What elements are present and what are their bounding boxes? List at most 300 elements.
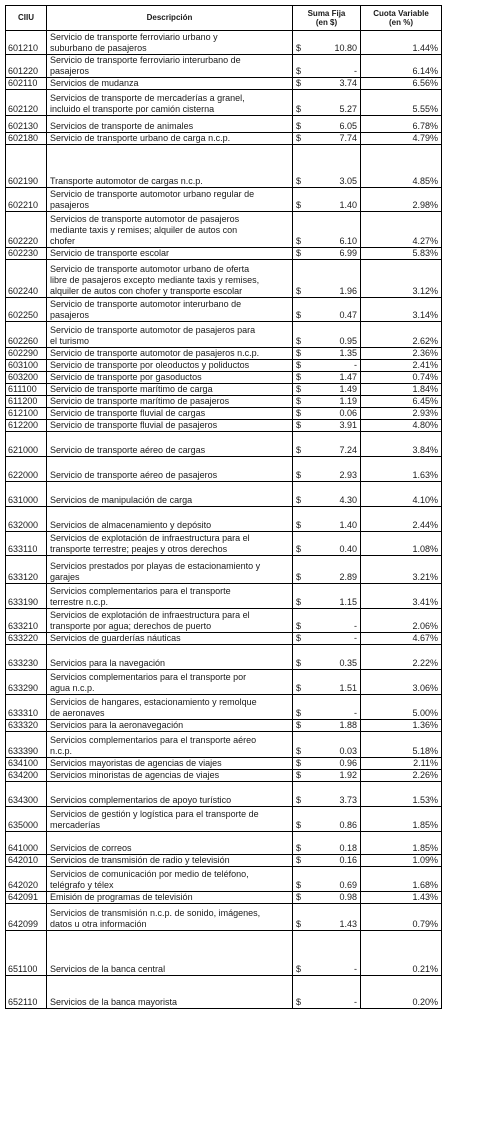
ciiu-code: 602290: [6, 348, 47, 360]
suma-fija-value: 3.73: [339, 795, 357, 805]
table-row: [6, 855, 442, 867]
currency-symbol: $: [296, 495, 302, 505]
currency-symbol: $: [296, 880, 302, 890]
suma-fija-value: -: [354, 360, 357, 370]
suma-fija-value: 0.18: [339, 843, 357, 853]
ciiu-code: 633110: [6, 532, 47, 556]
suma-fija: [293, 360, 361, 372]
ciiu-code: 631000: [6, 482, 47, 507]
description-line: Servicios de manipulación de carga: [50, 495, 193, 505]
table-row: [6, 758, 442, 770]
table-row: [6, 260, 442, 298]
ciiu-code: 602250: [6, 298, 47, 322]
cuota-variable-value: 2.93%: [361, 408, 442, 420]
description: [47, 584, 293, 609]
suma-fija-value: 7.24: [339, 445, 357, 455]
cuota-variable-value: 2.62%: [361, 322, 442, 348]
suma-fija: [293, 532, 361, 556]
currency-symbol: $: [296, 121, 302, 131]
description: [47, 348, 293, 360]
suma-fija: [293, 133, 361, 145]
cuota-variable-value: 1.85%: [361, 832, 442, 855]
suma-fija-value: 1.96: [339, 286, 357, 296]
suma-fija-value: 6.05: [339, 121, 357, 131]
header-suma-fija: Suma Fija (en $): [293, 6, 361, 31]
description-line: Servicio de transporte automotor interurbano de: [50, 299, 242, 309]
description: [47, 867, 293, 892]
description: [47, 188, 293, 212]
suma-fija: [293, 384, 361, 396]
ciiu-code: 633320: [6, 720, 47, 732]
description-line: chofer: [50, 236, 76, 246]
ciiu-code: 612200: [6, 420, 47, 432]
description-line: alquiler de autos con chofer y transporte escolar: [50, 286, 243, 296]
table-row: [6, 670, 442, 695]
description-line: Servicios para la aeronavegación: [50, 720, 184, 730]
currency-symbol: $: [296, 200, 302, 210]
currency-symbol: $: [296, 820, 302, 830]
currency-symbol: $: [296, 236, 302, 246]
currency-symbol: $: [296, 396, 302, 406]
ciiu-code: 612100: [6, 408, 47, 420]
suma-fija: [293, 322, 361, 348]
description-line: mediante taxis y remises; alquiler de autos con: [50, 225, 238, 235]
cuota-variable-value: 6.14%: [361, 55, 442, 78]
header-row: [6, 6, 442, 31]
header-cuota-variable: Cuota Variable (en %): [361, 6, 442, 31]
description: [47, 720, 293, 732]
cuota-variable-value: 1.84%: [361, 384, 442, 396]
suma-fija-value: -: [354, 66, 357, 76]
description: [47, 758, 293, 770]
cuota-variable-value: 3.21%: [361, 556, 442, 584]
description: [47, 695, 293, 720]
currency-symbol: $: [296, 43, 302, 53]
currency-symbol: $: [296, 445, 302, 455]
currency-symbol: $: [296, 520, 302, 530]
cuota-variable-value: 3.14%: [361, 298, 442, 322]
description: [47, 807, 293, 832]
table-row: [6, 904, 442, 931]
ciiu-code: 602240: [6, 260, 47, 298]
cuota-variable-value: 1.43%: [361, 892, 442, 904]
table-row: [6, 360, 442, 372]
suma-fija: [293, 396, 361, 408]
description-line: Servicio de transporte por gasoductos: [50, 372, 202, 382]
tariff-table-container: [5, 5, 441, 1009]
cuota-variable-value: 5.00%: [361, 695, 442, 720]
description: [47, 90, 293, 116]
description: [47, 633, 293, 645]
ciiu-code: 641000: [6, 832, 47, 855]
table-row: [6, 432, 442, 457]
description-line: de aeronaves: [50, 708, 105, 718]
table-row: [6, 782, 442, 807]
description-line: Servicios de guarderías náuticas: [50, 633, 181, 643]
suma-fija-value: 0.16: [339, 855, 357, 865]
suma-fija: [293, 855, 361, 867]
description-line: Servicios de explotación de infraestructura para el: [50, 533, 250, 543]
description-line: Servicios complementarios para el transporte aéreo: [50, 735, 257, 745]
table-row: [6, 420, 442, 432]
currency-symbol: $: [296, 78, 302, 88]
suma-fija: [293, 976, 361, 1009]
cuota-variable-value: 4.27%: [361, 212, 442, 248]
suma-fija: [293, 807, 361, 832]
description: [47, 976, 293, 1009]
description-line: Servicios mayoristas de agencias de viajes: [50, 758, 222, 768]
ciiu-code: 634200: [6, 770, 47, 782]
table-row: [6, 408, 442, 420]
description-line: pasajeros: [50, 310, 90, 320]
description-line: Servicio de transporte urbano de carga n.c.p.: [50, 133, 231, 143]
ciiu-code: 633210: [6, 609, 47, 633]
cuota-variable-value: 4.79%: [361, 133, 442, 145]
description-line: Servicios de la banca central: [50, 964, 166, 974]
suma-fija-value: -: [354, 633, 357, 643]
currency-symbol: $: [296, 286, 302, 296]
currency-symbol: $: [296, 597, 302, 607]
currency-symbol: $: [296, 420, 302, 430]
cuota-variable-value: 1.53%: [361, 782, 442, 807]
description-line: Servicios para la navegación: [50, 658, 166, 668]
ciiu-code: 602180: [6, 133, 47, 145]
description-line: Servicio de transporte automotor de pasajeros para: [50, 325, 256, 335]
table-row: [6, 133, 442, 145]
cuota-variable-value: 2.41%: [361, 360, 442, 372]
description: [47, 732, 293, 758]
description-line: Servicios de transporte de mercaderías a granel,: [50, 93, 245, 103]
suma-fija-value: 0.47: [339, 310, 357, 320]
description: [47, 212, 293, 248]
table-row: [6, 248, 442, 260]
table-row: [6, 556, 442, 584]
suma-fija-value: 0.95: [339, 336, 357, 346]
currency-symbol: $: [296, 919, 302, 929]
table-row: [6, 78, 442, 90]
description-line: Servicio de transporte aéreo de cargas: [50, 445, 206, 455]
table-row: [6, 188, 442, 212]
tariff-table: [5, 5, 442, 1009]
cuota-variable-value: 1.63%: [361, 457, 442, 482]
cuota-variable-value: 5.18%: [361, 732, 442, 758]
description-line: Servicios de mudanza: [50, 78, 139, 88]
cuota-variable-value: 2.44%: [361, 507, 442, 532]
suma-fija-value: 1.88: [339, 720, 357, 730]
table-row: [6, 867, 442, 892]
cuota-variable-value: 4.67%: [361, 633, 442, 645]
suma-fija: [293, 633, 361, 645]
description: [47, 507, 293, 532]
table-row: [6, 298, 442, 322]
description: [47, 670, 293, 695]
ciiu-code: 601220: [6, 55, 47, 78]
table-row: [6, 770, 442, 782]
table-row: [6, 832, 442, 855]
description: [47, 133, 293, 145]
cuota-variable-value: 2.11%: [361, 758, 442, 770]
description: [47, 432, 293, 457]
currency-symbol: $: [296, 544, 302, 554]
description-line: Servicios de transmisión n.c.p. de sonido, imágenes,: [50, 908, 261, 918]
description-line: Servicio de transporte fluvial de cargas: [50, 408, 206, 418]
table-row: [6, 212, 442, 248]
currency-symbol: $: [296, 855, 302, 865]
suma-fija: [293, 31, 361, 55]
table-row: [6, 507, 442, 532]
suma-fija-value: 1.51: [339, 683, 357, 693]
description-line: Servicio de transporte fluvial de pasajeros: [50, 420, 218, 430]
ciiu-code: 634300: [6, 782, 47, 807]
cuota-variable-value: 3.84%: [361, 432, 442, 457]
ciiu-code: 602230: [6, 248, 47, 260]
header-ciiu: CIIU: [6, 6, 47, 31]
description-line: Servicios complementarios de apoyo turístico: [50, 795, 232, 805]
ciiu-code: 622000: [6, 457, 47, 482]
suma-fija-value: 1.40: [339, 520, 357, 530]
suma-fija: [293, 507, 361, 532]
suma-fija: [293, 832, 361, 855]
description-line: Servicios complementarios para el transporte: [50, 586, 231, 596]
ciiu-code: 642091: [6, 892, 47, 904]
currency-symbol: $: [296, 683, 302, 693]
description-line: Servicio de transporte automotor urbano de oferta: [50, 264, 250, 274]
cuota-variable-value: 2.22%: [361, 645, 442, 670]
ciiu-code: 601210: [6, 31, 47, 55]
description: [47, 904, 293, 931]
description: [47, 248, 293, 260]
currency-symbol: $: [296, 964, 302, 974]
suma-fija: [293, 931, 361, 976]
currency-symbol: $: [296, 360, 302, 370]
ciiu-code: 635000: [6, 807, 47, 832]
cuota-variable-value: 1.36%: [361, 720, 442, 732]
currency-symbol: $: [296, 758, 302, 768]
cuota-variable-value: 6.56%: [361, 78, 442, 90]
suma-fija: [293, 55, 361, 78]
suma-fija: [293, 758, 361, 770]
description: [47, 457, 293, 482]
currency-symbol: $: [296, 720, 302, 730]
description-line: Servicio de transporte automotor urbano regular de: [50, 189, 255, 199]
suma-fija: [293, 782, 361, 807]
description-line: incluido el transporte por camión cisterna: [50, 104, 215, 114]
cuota-variable-value: 5.83%: [361, 248, 442, 260]
description-line: Servicios complementarios para el transporte por: [50, 672, 247, 682]
suma-fija-value: 5.27: [339, 104, 357, 114]
description-line: telégrafo y télex: [50, 880, 114, 890]
cuota-variable-value: 3.06%: [361, 670, 442, 695]
description: [47, 360, 293, 372]
currency-symbol: $: [296, 795, 302, 805]
description: [47, 145, 293, 188]
suma-fija: [293, 670, 361, 695]
ciiu-code: 634100: [6, 758, 47, 770]
description: [47, 372, 293, 384]
ciiu-code: 602210: [6, 188, 47, 212]
suma-fija-value: 1.47: [339, 372, 357, 382]
description-line: pasajeros: [50, 200, 90, 210]
suma-fija-value: 6.10: [339, 236, 357, 246]
description: [47, 855, 293, 867]
cuota-variable-value: 1.08%: [361, 532, 442, 556]
suma-fija-value: 1.15: [339, 597, 357, 607]
cuota-variable-value: 5.55%: [361, 90, 442, 116]
cuota-variable-value: 1.85%: [361, 807, 442, 832]
suma-fija-value: -: [354, 621, 357, 631]
description-line: suburbano de pasajeros: [50, 43, 147, 53]
table-row: [6, 372, 442, 384]
suma-fija-value: 0.40: [339, 544, 357, 554]
ciiu-code: 633290: [6, 670, 47, 695]
suma-fija-value: 6.99: [339, 248, 357, 258]
currency-symbol: $: [296, 310, 302, 320]
currency-symbol: $: [296, 843, 302, 853]
suma-fija: [293, 770, 361, 782]
currency-symbol: $: [296, 658, 302, 668]
currency-symbol: $: [296, 572, 302, 582]
suma-fija: [293, 298, 361, 322]
cuota-variable-value: 2.26%: [361, 770, 442, 782]
description-line: Servicios de comunicación por medio de teléfono,: [50, 869, 249, 879]
ciiu-code: 611100: [6, 384, 47, 396]
description: [47, 532, 293, 556]
suma-fija-value: -: [354, 997, 357, 1007]
suma-fija-value: 10.80: [334, 43, 357, 53]
suma-fija: [293, 482, 361, 507]
currency-symbol: $: [296, 770, 302, 780]
ciiu-code: 633120: [6, 556, 47, 584]
suma-fija-value: 2.93: [339, 470, 357, 480]
cuota-variable-value: 1.68%: [361, 867, 442, 892]
description: [47, 482, 293, 507]
cuota-variable-value: 4.10%: [361, 482, 442, 507]
currency-symbol: $: [296, 336, 302, 346]
ciiu-code: 651100: [6, 931, 47, 976]
description: [47, 931, 293, 976]
currency-symbol: $: [296, 892, 302, 902]
table-row: [6, 633, 442, 645]
suma-fija: [293, 732, 361, 758]
description-line: Servicios de transporte de animales: [50, 121, 194, 131]
description-line: Servicio de transporte por oleoductos y poliductos: [50, 360, 250, 370]
table-row: [6, 55, 442, 78]
description: [47, 384, 293, 396]
description-line: Servicios prestados por playas de estacionamiento y: [50, 561, 261, 571]
ciiu-code: 633220: [6, 633, 47, 645]
currency-symbol: $: [296, 66, 302, 76]
suma-fija: [293, 867, 361, 892]
table-row: [6, 90, 442, 116]
description-line: Servicios de la banca mayorista: [50, 997, 178, 1007]
ciiu-code: 602110: [6, 78, 47, 90]
cuota-variable-value: 4.80%: [361, 420, 442, 432]
ciiu-code: 652110: [6, 976, 47, 1009]
cuota-variable-value: 1.44%: [361, 31, 442, 55]
cuota-variable-value: 2.98%: [361, 188, 442, 212]
currency-symbol: $: [296, 248, 302, 258]
table-row: [6, 584, 442, 609]
description-line: Servicios de hangares, estacionamiento y remolque: [50, 697, 257, 707]
table-row: [6, 145, 442, 188]
suma-fija-value: 1.92: [339, 770, 357, 780]
currency-symbol: $: [296, 633, 302, 643]
ciiu-code: 603200: [6, 372, 47, 384]
cuota-variable-value: 0.79%: [361, 904, 442, 931]
description-line: Servicio de transporte automotor de pasajeros n.c.p.: [50, 348, 260, 358]
suma-fija-value: 1.40: [339, 200, 357, 210]
suma-fija: [293, 420, 361, 432]
ciiu-code: 642020: [6, 867, 47, 892]
description-line: Servicios de explotación de infraestructura para el: [50, 610, 250, 620]
table-row: [6, 976, 442, 1009]
ciiu-code: 632000: [6, 507, 47, 532]
table-row: [6, 732, 442, 758]
table-row: [6, 322, 442, 348]
description: [47, 322, 293, 348]
suma-fija-value: 0.69: [339, 880, 357, 890]
description: [47, 782, 293, 807]
suma-fija-value: 3.05: [339, 176, 357, 186]
suma-fija-value: 1.43: [339, 919, 357, 929]
ciiu-code: 603100: [6, 360, 47, 372]
currency-symbol: $: [296, 408, 302, 418]
description: [47, 55, 293, 78]
suma-fija-value: 2.89: [339, 572, 357, 582]
ciiu-code: 621000: [6, 432, 47, 457]
description-line: el turismo: [50, 336, 90, 346]
description-line: Servicios de transmisión de radio y televisión: [50, 855, 230, 865]
table-row: [6, 931, 442, 976]
suma-fija: [293, 609, 361, 633]
description: [47, 770, 293, 782]
currency-symbol: $: [296, 176, 302, 186]
description-line: Servicio de transporte marítimo de pasajeros: [50, 396, 230, 406]
description: [47, 420, 293, 432]
description: [47, 116, 293, 133]
suma-fija: [293, 645, 361, 670]
currency-symbol: $: [296, 384, 302, 394]
ciiu-code: 633190: [6, 584, 47, 609]
table-row: [6, 695, 442, 720]
table-row: [6, 457, 442, 482]
suma-fija-value: 3.74: [339, 78, 357, 88]
description: [47, 31, 293, 55]
table-row: [6, 116, 442, 133]
suma-fija: [293, 90, 361, 116]
description-line: pasajeros: [50, 66, 90, 76]
suma-fija: [293, 695, 361, 720]
table-row: [6, 609, 442, 633]
cuota-variable-value: 6.45%: [361, 396, 442, 408]
suma-fija-value: 3.91: [339, 420, 357, 430]
cuota-variable-value: 2.06%: [361, 609, 442, 633]
cuota-variable-value: 0.21%: [361, 931, 442, 976]
description-line: Servicios minoristas de agencias de viajes: [50, 770, 220, 780]
description-line: Emisión de programas de televisión: [50, 892, 193, 902]
cuota-variable-value: 1.09%: [361, 855, 442, 867]
table-row: [6, 31, 442, 55]
cuota-variable-value: 3.12%: [361, 260, 442, 298]
table-row: [6, 532, 442, 556]
ciiu-code: 642010: [6, 855, 47, 867]
suma-fija-value: 0.35: [339, 658, 357, 668]
suma-fija: [293, 432, 361, 457]
description: [47, 298, 293, 322]
description-line: datos u otra información: [50, 919, 147, 929]
suma-fija: [293, 248, 361, 260]
suma-fija-value: 7.74: [339, 133, 357, 143]
